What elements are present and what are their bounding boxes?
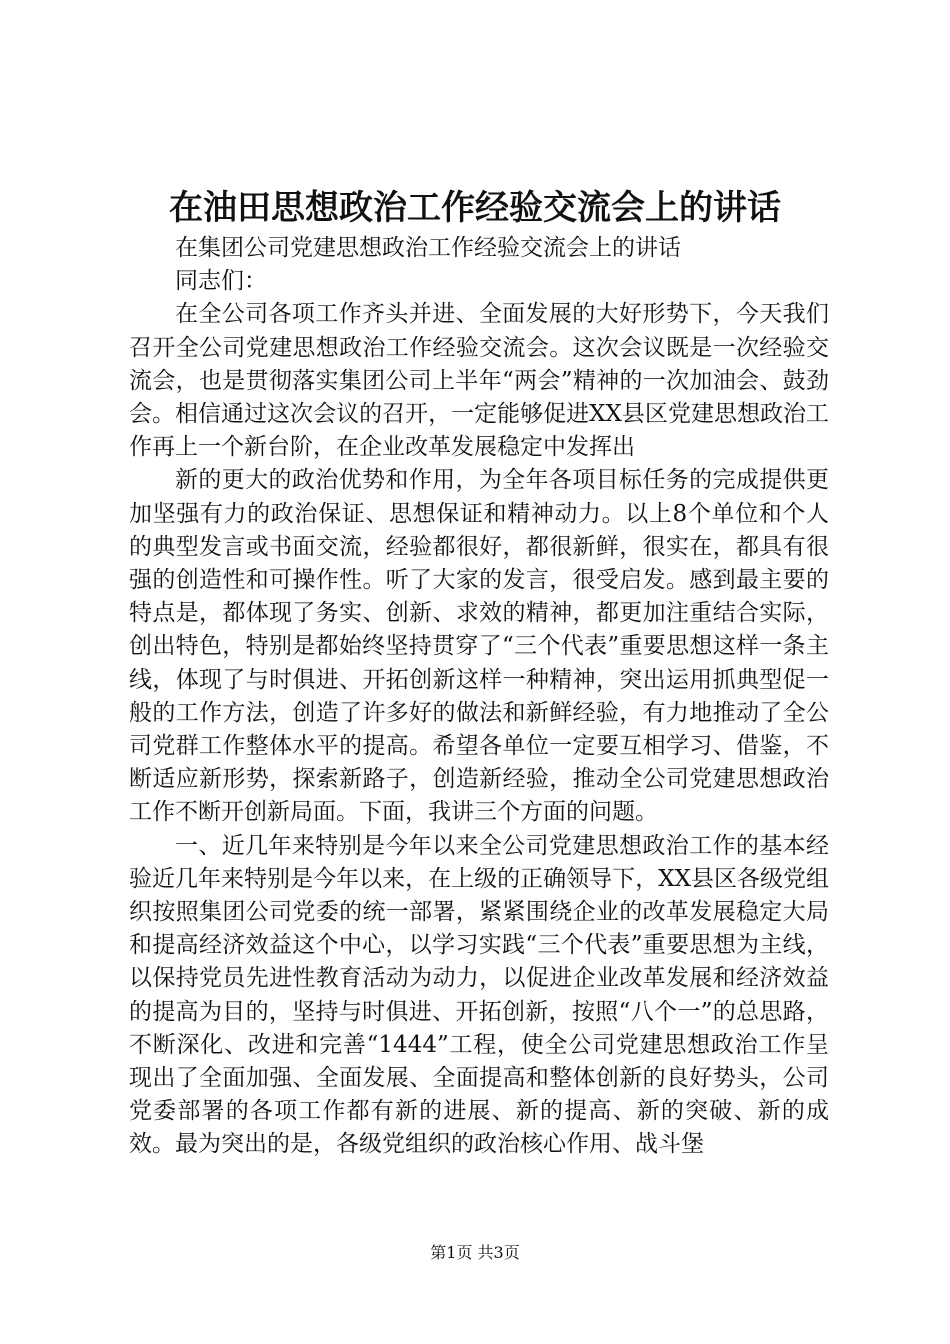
paragraph-2: 新的更大的政治优势和作用，为全年各项目标任务的完成提供更加坚强有力的政治保证、思想保证和精神动力。以上8个单位和个人的典型发言或书面交流，经验都很好，都很新鲜，很实在，都具有很强的创造性和可操作性。听了大家的发言，很受启发。感到最主要的特点是，都体现了务实、创新、求效的精神，都更加注重结合实际，创出特色，特别是都始终坚持贯穿了“三个代表”重要思想这样一条主线，体现了与时俱进、开拓创新这样一种精神，突出运用抓典型促一般的工作方法，创造了许多好的做法和新鲜经验，有力地推动了全公司党群工作整体水平的提高。希望各单位一定要互相学习、借鉴，不断适应新形势，探索新路子，创造新经验，推动全公司党建思想政治工作不断开创新局面。下面，我讲三个方面的问题。	[129, 467, 829, 826]
paragraph-3: 一、近几年来特别是今年以来全公司党建思想政治工作的基本经验近几年来特别是今年以来，在上级的正确领导下，XX县区各级党组织按照集团公司党委的统一部署，紧紧围绕企业的改革发展稳定大局和提高经济效益这个中心，以学习实践“三个代表”重要思想为主线，以保持党员先进性教育活动为动力，以促进企业改革发展和经济效益的提高为目的，坚持与时俱进、开拓创新，按照“八个一”的总思路，不断深化、改进和完善“1444”工程，使全公司党建思想政治工作呈现出了全面加强、全面发展、全面提高和整体创新的良好势头，公司党委部署的各项工作都有新的进展、新的提高、新的突破、新的成效。最为突出的是，各级党组织的政治核心作用、战斗堡	[129, 832, 829, 1158]
document-title: 在油田思想政治工作经验交流会上的讲话	[169, 188, 781, 228]
salutation-line: 同志们：	[175, 268, 267, 295]
subtitle-line: 在集团公司党建思想政治工作经验交流会上的讲话	[175, 235, 681, 261]
document-body	[129, 232, 829, 1162]
page-number-footer: 第1页 共3页	[430, 1243, 520, 1262]
paragraph-1: 在全公司各项工作齐头并进、全面发展的大好形势下，今天我们召开全公司党建思想政治工作经验交流会。这次会议既是一次经验交流会，也是贯彻落实集团公司上半年“两会”精神的一次加油会、鼓劲会。相信通过这次会议的召开，一定能够促进XX县区党建思想政治工作再上一个新台阶，在企业改革发展稳定中发挥出	[129, 301, 829, 461]
